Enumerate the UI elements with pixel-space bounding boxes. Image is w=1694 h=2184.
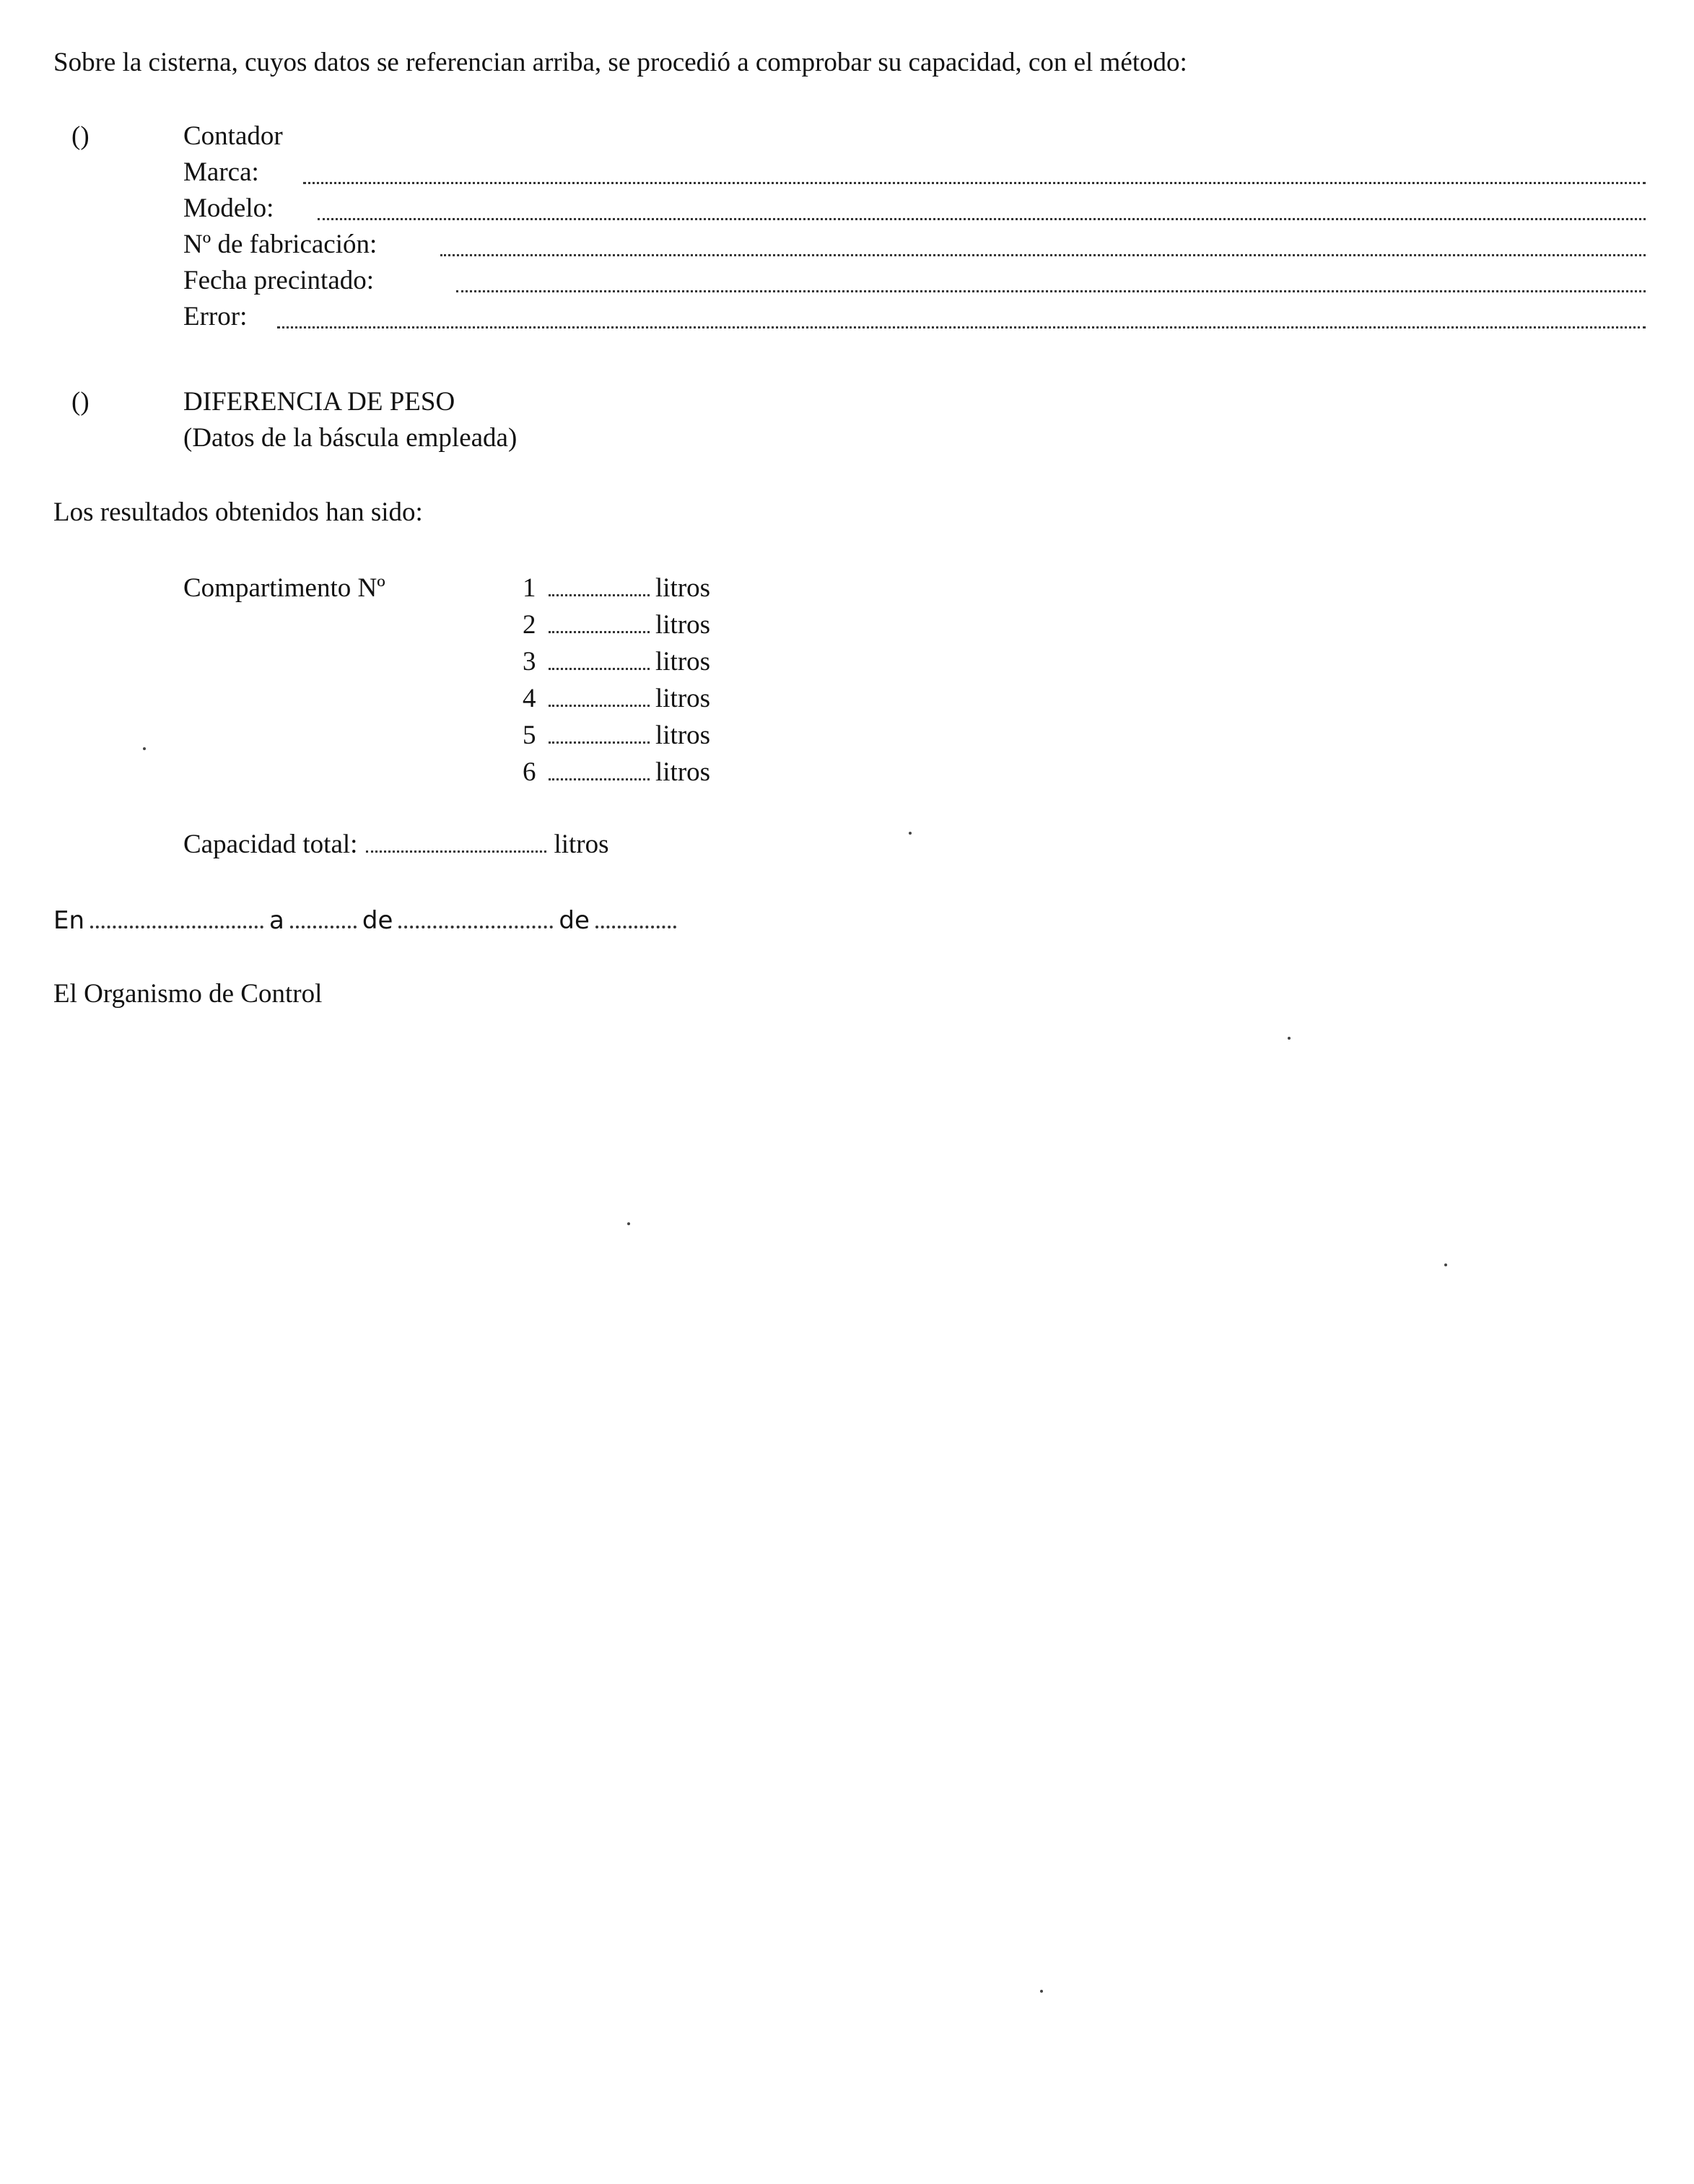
compartment-number: 5 bbox=[523, 721, 536, 750]
error-field[interactable] bbox=[277, 326, 1646, 329]
compartment-row bbox=[523, 681, 710, 717]
month-word: de bbox=[362, 906, 393, 935]
method-weight-title: DIFERENCIA DE PESO bbox=[183, 387, 455, 417]
compartment-row bbox=[523, 754, 710, 791]
day-field[interactable] bbox=[290, 925, 357, 928]
day-word: a bbox=[269, 906, 284, 935]
field-label-error: Error: bbox=[183, 302, 248, 331]
compartment-6-field[interactable] bbox=[549, 778, 650, 780]
scan-speck bbox=[1288, 1037, 1291, 1040]
compartment-number: 2 bbox=[523, 610, 536, 640]
month-field[interactable] bbox=[398, 925, 553, 928]
results-heading: Los resultados obtenidos han sido: bbox=[53, 497, 423, 527]
compartment-unit: litros bbox=[655, 647, 711, 676]
compartment-label: Compartimento Nº bbox=[183, 573, 385, 603]
intro-text: Sobre la cisterna, cuyos datos se referencian arriba, se procedió a comprobar su capacidad, con el método: bbox=[53, 48, 1187, 77]
compartment-row bbox=[523, 718, 710, 754]
serial-number-field[interactable] bbox=[440, 254, 1646, 256]
compartment-unit: litros bbox=[655, 610, 711, 640]
total-capacity-field[interactable] bbox=[366, 850, 546, 853]
compartment-1-field[interactable] bbox=[549, 593, 650, 596]
method-weight-checkbox[interactable]: () bbox=[71, 387, 89, 417]
compartment-2-field[interactable] bbox=[549, 630, 650, 633]
signature-line: El Organismo de Control bbox=[53, 979, 323, 1009]
compartment-number: 1 bbox=[523, 573, 536, 603]
field-label-model: Modelo: bbox=[183, 193, 274, 223]
compartment-5-field[interactable] bbox=[549, 741, 650, 744]
brand-field[interactable] bbox=[303, 182, 1646, 184]
seal-date-field[interactable] bbox=[456, 290, 1646, 292]
compartment-row bbox=[523, 644, 710, 680]
compartment-unit: litros bbox=[655, 757, 711, 787]
compartment-number: 3 bbox=[523, 647, 536, 676]
method-counter-checkbox[interactable]: () bbox=[71, 121, 89, 151]
scan-speck bbox=[909, 832, 912, 835]
compartment-number: 6 bbox=[523, 757, 536, 787]
scan-speck bbox=[627, 1222, 630, 1225]
total-capacity-label: Capacidad total: bbox=[183, 830, 358, 859]
compartment-row bbox=[523, 570, 710, 606]
compartment-4-field[interactable] bbox=[549, 704, 650, 707]
scan-speck bbox=[1040, 1990, 1043, 1993]
scan-speck bbox=[143, 747, 146, 750]
compartment-3-field[interactable] bbox=[549, 667, 650, 670]
place-prefix: En bbox=[53, 906, 85, 935]
method-weight-subtitle: (Datos de la báscula empleada) bbox=[183, 423, 518, 453]
compartment-unit: litros bbox=[655, 573, 711, 603]
compartment-unit: litros bbox=[655, 721, 711, 750]
scan-speck bbox=[1444, 1263, 1447, 1266]
method-counter-title: Contador bbox=[183, 121, 283, 151]
year-word: de bbox=[559, 906, 590, 935]
total-capacity-line bbox=[183, 827, 609, 863]
field-label-serial: Nº de fabricación: bbox=[183, 230, 377, 259]
compartment-unit: litros bbox=[655, 684, 711, 713]
compartment-row bbox=[523, 607, 710, 643]
total-capacity-unit: litros bbox=[554, 830, 609, 859]
field-label-brand: Marca: bbox=[183, 157, 259, 187]
year-field[interactable] bbox=[595, 925, 676, 928]
model-field[interactable] bbox=[318, 218, 1646, 220]
place-field[interactable] bbox=[90, 925, 263, 928]
field-label-seal-date: Fecha precintado: bbox=[183, 266, 375, 295]
place-date-line bbox=[53, 902, 682, 939]
compartment-number: 4 bbox=[523, 684, 536, 713]
